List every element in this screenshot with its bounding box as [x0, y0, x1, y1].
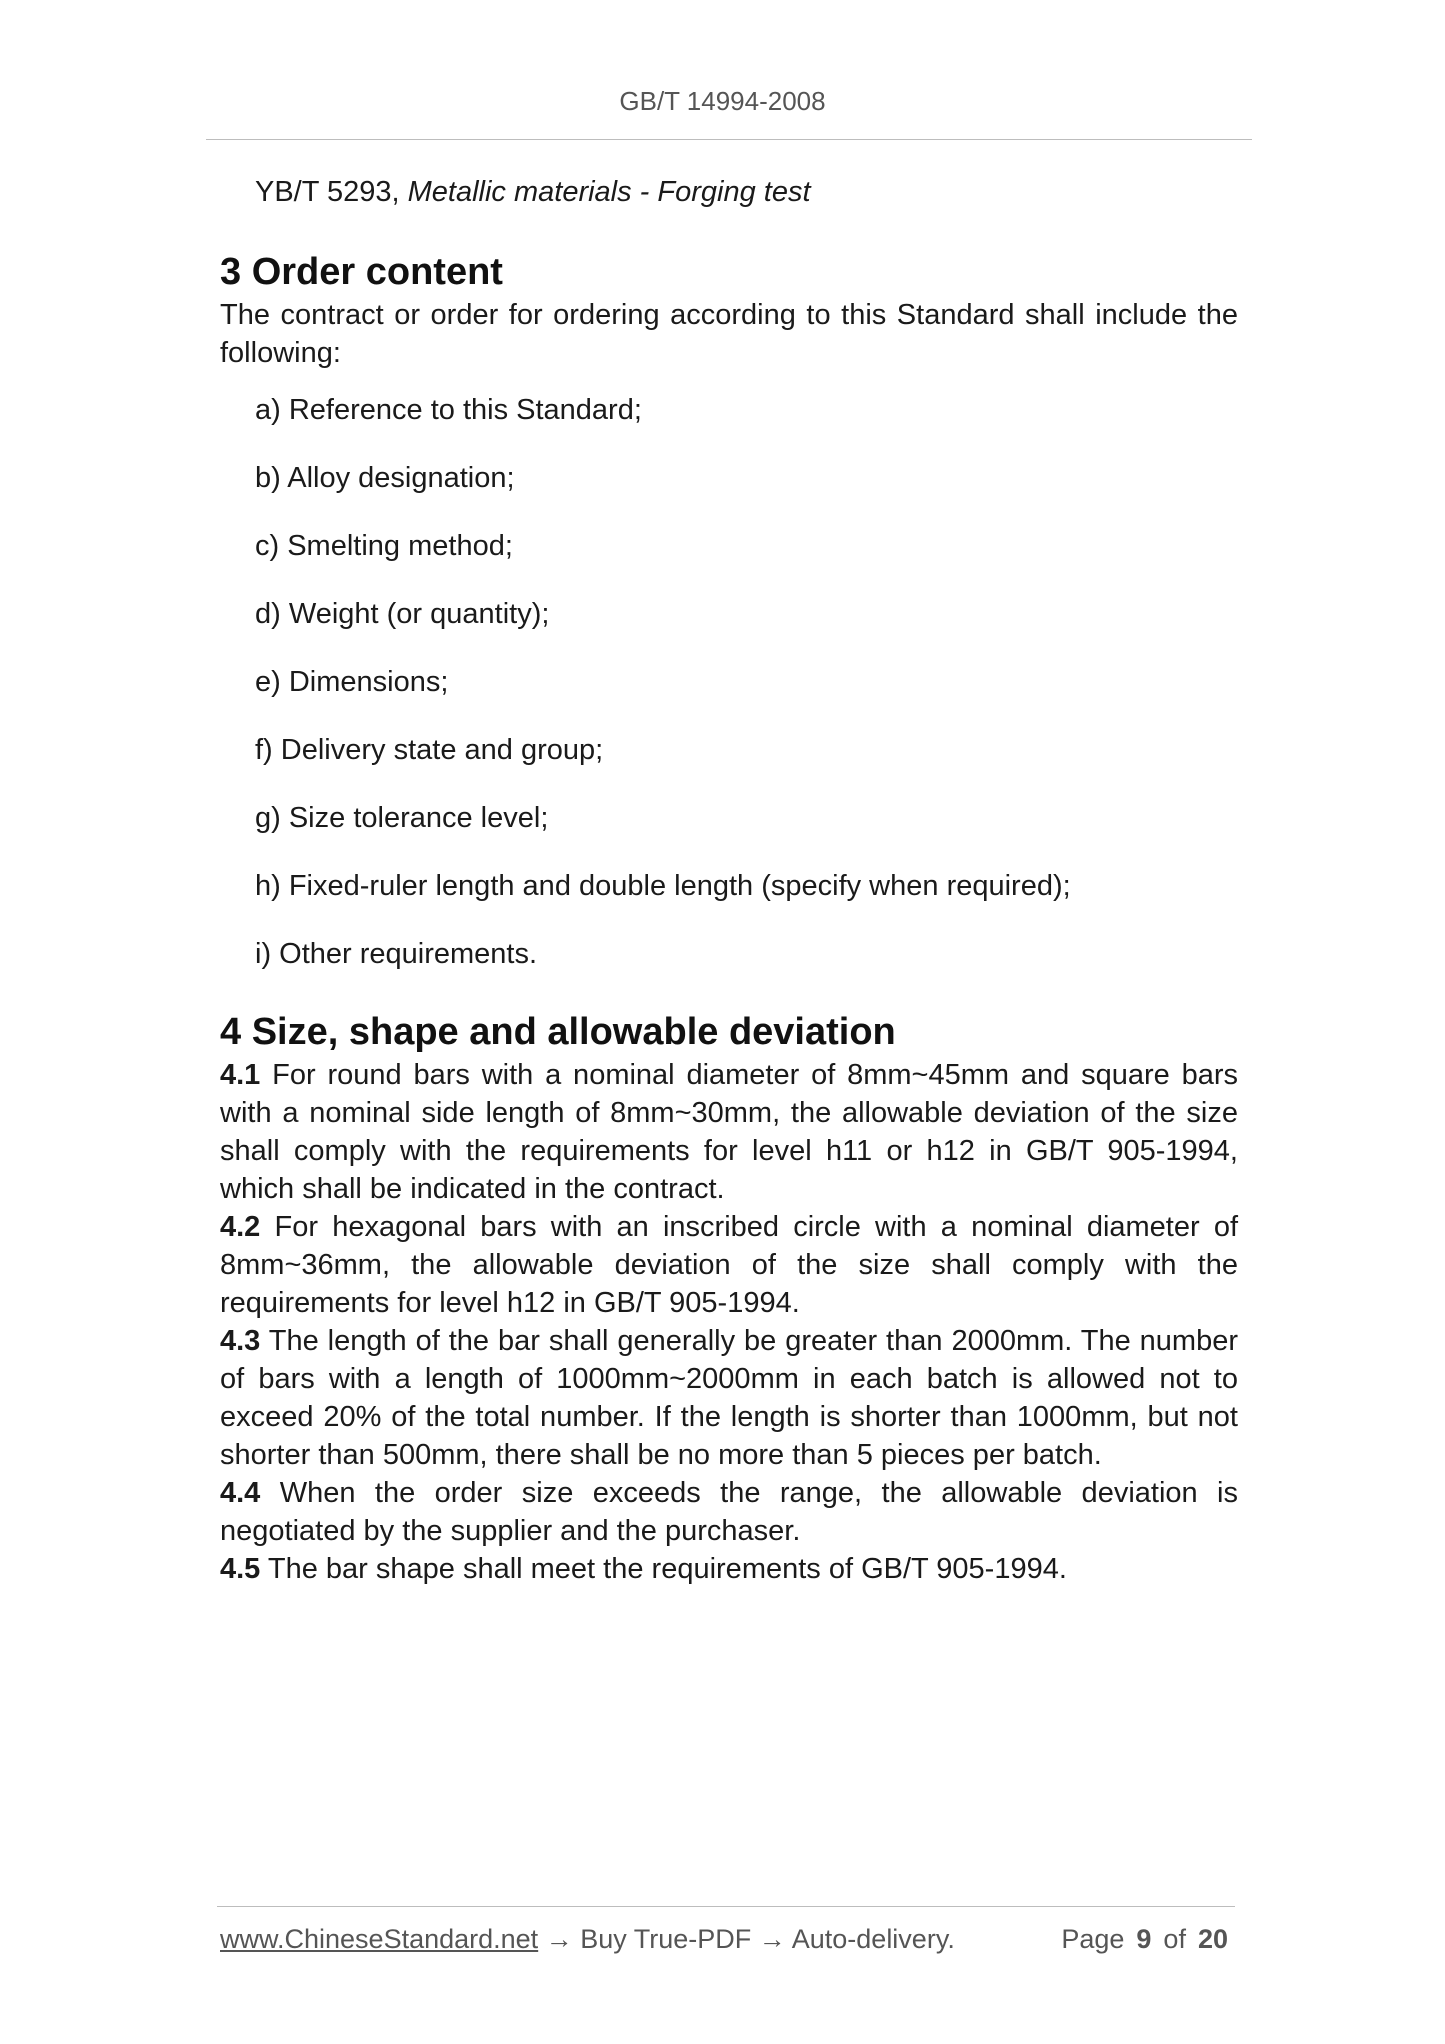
footer-website-link[interactable]: www.ChineseStandard.net — [220, 1924, 539, 1954]
clause-number: 4.3 — [220, 1325, 261, 1357]
list-item: c) Smelting method; — [255, 530, 513, 562]
normative-reference — [255, 172, 1238, 212]
list-item: f) Delivery state and group; — [255, 734, 604, 766]
clause-4-4 — [220, 1474, 1238, 1550]
list-item: e) Dimensions; — [255, 666, 449, 698]
clause-text: For round bars with a nominal diameter of 8mm~45mm and square bars with a nominal side length of 8mm~30mm, the allowable deviation of the size shall comply with the requirements for level h11 or h12 in GB/T 905-1994, which shall be indicated in the contract. — [220, 1059, 1238, 1205]
page-indicator — [1061, 1924, 1228, 1955]
section-3-intro: The contract or order for ordering according to this Standard shall include the following: — [220, 299, 1238, 369]
page-footer — [220, 1924, 1228, 1955]
of-label: of — [1163, 1924, 1186, 1954]
list-item: g) Size tolerance level; — [255, 802, 549, 834]
page-number: 9 — [1136, 1924, 1152, 1954]
clause-4-3 — [220, 1322, 1238, 1474]
clause-4-2 — [220, 1208, 1238, 1322]
order-content-list — [220, 390, 1238, 974]
footer-promo-text: → Buy True-PDF → Auto-delivery. — [538, 1924, 955, 1954]
clause-number: 4.1 — [220, 1059, 261, 1091]
section-3-heading: 3 Order content — [220, 251, 503, 293]
clause-number: 4.5 — [220, 1553, 261, 1585]
clause-text: For hexagonal bars with an inscribed circle with a nominal diameter of 8mm~36mm, the allowable deviation of the size shall comply with the requirements for level h12 in GB/T 905-1994. — [220, 1211, 1239, 1319]
page-total: 20 — [1197, 1924, 1228, 1954]
footer-promo — [220, 1924, 955, 1955]
section-4-heading: 4 Size, shape and allowable deviation — [220, 1011, 896, 1053]
page-header-doc-code: GB/T 14994-2008 — [619, 86, 826, 116]
list-item: h) Fixed-ruler length and double length (specify when required); — [255, 870, 1071, 902]
header-divider — [206, 139, 1252, 140]
page-label: Page — [1061, 1924, 1125, 1954]
reference-code: YB/T 5293, — [255, 176, 400, 208]
reference-title: Metallic materials - Forging test — [407, 176, 811, 208]
clause-number: 4.4 — [220, 1477, 261, 1509]
clause-text: The length of the bar shall generally be greater than 2000mm. The number of bars with a length of 1000mm~2000mm in each batch is allowed not to exceed 20% of the total number. If the length is shorter than 1000mm, but not shorter than 500mm, there shall be no more than 5 pieces per batch. — [220, 1325, 1238, 1471]
clause-text: When the order size exceeds the range, the allowable deviation is negotiated by the supplier and the purchaser. — [220, 1477, 1238, 1547]
list-item: a) Reference to this Standard; — [255, 394, 642, 426]
list-item: i) Other requirements. — [255, 938, 538, 970]
clause-number: 4.2 — [220, 1211, 261, 1243]
list-item: d) Weight (or quantity); — [255, 598, 550, 630]
clause-4-5 — [220, 1550, 1238, 1588]
footer-divider — [217, 1906, 1235, 1907]
clause-4-1 — [220, 1056, 1238, 1208]
document-body — [220, 172, 1238, 1588]
list-item: b) Alloy designation; — [255, 462, 515, 494]
clause-text: The bar shape shall meet the requirements of GB/T 905-1994. — [267, 1553, 1067, 1585]
